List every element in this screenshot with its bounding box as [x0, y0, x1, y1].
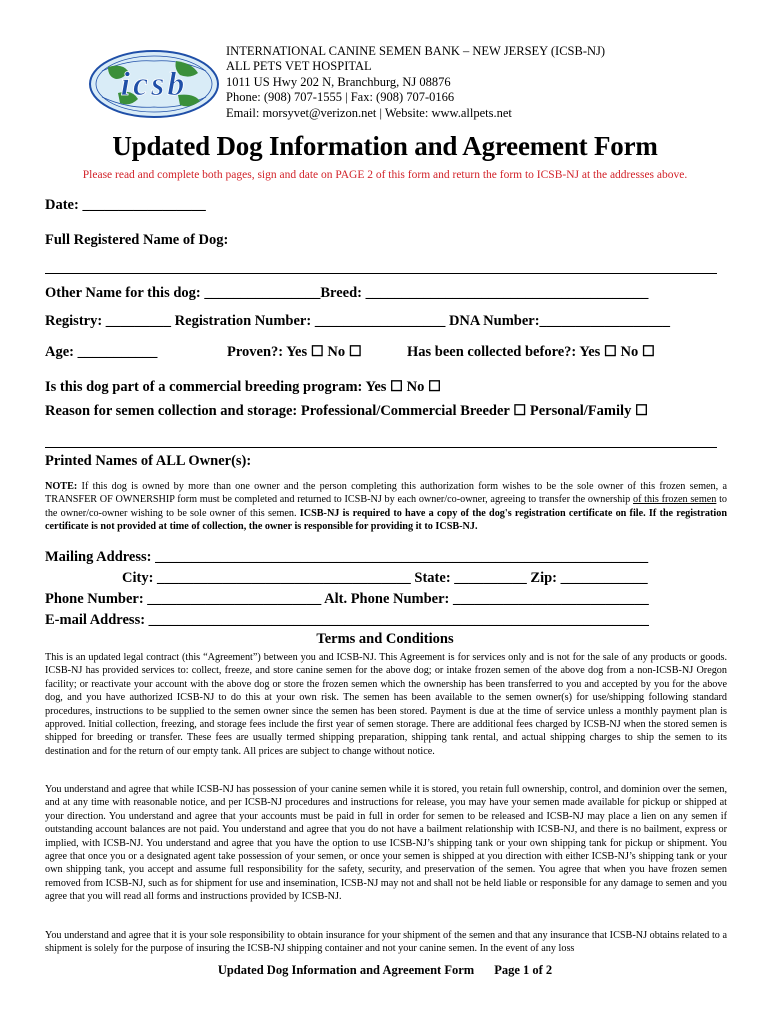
- note-label: NOTE:: [45, 481, 78, 492]
- terms-paragraph-2: You understand and agree that while ICSB-NJ has possession of your canine semen while it is stored, you retain full ownership, control, and dominion over the semen, and at any time with reasonable notice, and per ICSB-NJ procedures and instructions for release, you may have your semen made available for pickup or shipped at your direction. You understand and agree that your accounts must be paid in full in order for semen to be released and ICSB-NJ may place a lien on any semen if outstanding account balances are not paid. You understand and agree that you do not have a bailment relationship with ICSB-NJ, and there is no bailment, express or implied, with ICSB-NJ. You understand and agree that you have the option to use ICSB-NJ’s shipping tank or your own shipping tank for pickup or shipment. You agree that once you or a designated agent take possession of your semen, or once your semen is shipped at you direction with either ICSB-NJ’s shipping tank or your own shipping tank, you accept and assume full responsibility for the safety, security, and preservation of the semen. You agree that when you have frozen semen removed from ICSB-NJ, such as for shipment for use and insemination, ICSB-NJ may not and shall not be held liable or responsible for any damage to semen and you agree that you will read all forms and instructions provided by ICSB-NJ.: [45, 784, 727, 903]
- globe-logo-icon: [88, 49, 220, 119]
- terms-paragraph-1: This is an updated legal contract (this “Agreement”) between you and ICSB-NJ. This Agreement is for services only and is not for the sale of any products or goods. ICSB-NJ has provided services to: collect, freeze, and store canine semen for the above dog; or intake frozen semen of the above dog from a non-ICSB-NJ Oregon facility; or reactivate your account with the above dog or store the frozen semen which the ownership has been transferred to you and accepted by you for the above dog, and you have authorized ICSB-NJ to do this at your own risk. The semen has been available to the semen owner(s) for use/shipping following standard procedures, instructions to be supplied to the semen owner since the semen has been stored. Payment is due at the time of service unless a monthly payment plan is approved. Initial collection, freezing, and storage fees include the first year of semen storage. There are additional fees charged by ICSB-NJ when the stored semen is shipped for breeding or transfer. These fees are usually termed shipping preparation, shipping tank rental, and actual shipping charges to ship the semen to its destination and for the return of our empty tank. All prices are subject to change without notice.: [45, 652, 727, 757]
- terms-paragraph-3: You understand and agree that it is your sole responsibility to obtain insurance for your shipment of the semen and that any insurance that ICSB-NJ obtains related to a shipment is solely for the purpose of insuring the ICSB-NJ shipping container and not your canine semen. In the event of any loss: [45, 930, 727, 955]
- phone-field[interactable]: Phone Number: ________________________ Alt. Phone Number: ___________________________: [45, 591, 649, 607]
- instructions-text: Please read and complete both pages, sign and date on PAGE 2 of this form and return the form to ICSB-NJ at the addresses above.: [82, 169, 688, 181]
- icsb-logo: [88, 49, 220, 119]
- proven-checkbox-group[interactable]: Proven?: Yes ☐ No ☐: [227, 344, 362, 360]
- owners-label: Printed Names of ALL Owner(s):: [45, 453, 252, 469]
- full-name-label: Full Registered Name of Dog:: [45, 232, 229, 248]
- page-footer: [0, 963, 770, 978]
- header-line-org: INTERNATIONAL CANINE SEMEN BANK – NEW JERSEY (ICSB-NJ): [226, 44, 606, 58]
- other-name-breed-field[interactable]: Other Name for this dog: ________________Breed: _______________________________________: [45, 285, 649, 301]
- page-title: Updated Dog Information and Agreement Form: [112, 131, 658, 161]
- note-underlined: of this frozen semen: [632, 494, 717, 506]
- registry-field[interactable]: Registry: _________ Registration Number: __________________ DNA Number:__________________: [45, 313, 671, 329]
- collection-reason-checkbox-group[interactable]: Reason for semen collection and storage: Professional/Commercial Breeder ☐ Personal/Family ☐: [45, 403, 648, 419]
- note-text-2: to the owner/co-owner wishing to be sole owner of this semen.: [45, 494, 728, 519]
- mailing-address-field[interactable]: Mailing Address: ____________________________________________________________________: [45, 549, 649, 565]
- commercial-program-checkbox-group[interactable]: Is this dog part of a commercial breeding program: Yes ☐ No ☐: [45, 379, 441, 395]
- header-line-email: Email: morsyvet@verizon.net | Website: www.allpets.net: [226, 105, 512, 120]
- footer-page-number: Page 1 of 2: [494, 963, 553, 977]
- header-address-block: [226, 44, 605, 121]
- footer-form-name: Updated Dog Information and Agreement Form: [217, 963, 475, 977]
- date-field[interactable]: Date: _________________: [45, 197, 206, 213]
- age-field[interactable]: Age: ___________: [45, 344, 158, 360]
- city-state-zip-field[interactable]: City: ___________________________________ State: __________ Zip: ____________: [122, 570, 648, 586]
- logo-text: icsb: [120, 66, 188, 103]
- header-line-phone: Phone: (908) 707-1555 | Fax: (908) 707-0166: [226, 90, 455, 105]
- note-text-1: If this dog is owned by more than one owner and the person completing this authorization form wishes to be the sole owner of this frozen semen, a TRANSFER OF OWNERSHIP form must be completed and returned to ICSB-NJ by each owner/co-owner, agreeing to transfer the ownership: [45, 481, 727, 506]
- header-line-hospital: ALL PETS VET HOSPITAL: [226, 59, 372, 74]
- email-field[interactable]: E-mail Address: _____________________________________________________________________: [45, 612, 649, 628]
- terms-title: Terms and Conditions: [316, 631, 454, 647]
- ownership-note: [45, 480, 727, 534]
- full-name-line[interactable]: [45, 273, 717, 274]
- header-line-address: 1011 US Hwy 202 N, Branchburg, NJ 08876: [226, 74, 451, 89]
- owners-line[interactable]: [45, 447, 717, 448]
- collected-checkbox-group[interactable]: Has been collected before?: Yes ☐ No ☐: [407, 344, 655, 360]
- note-bold-text: ICSB-NJ is required to have a copy of the dog's registration certificate on file. If the registration certificate is not provided at time of collection, the owner is responsible for providing it to ICSB-NJ.: [45, 507, 727, 533]
